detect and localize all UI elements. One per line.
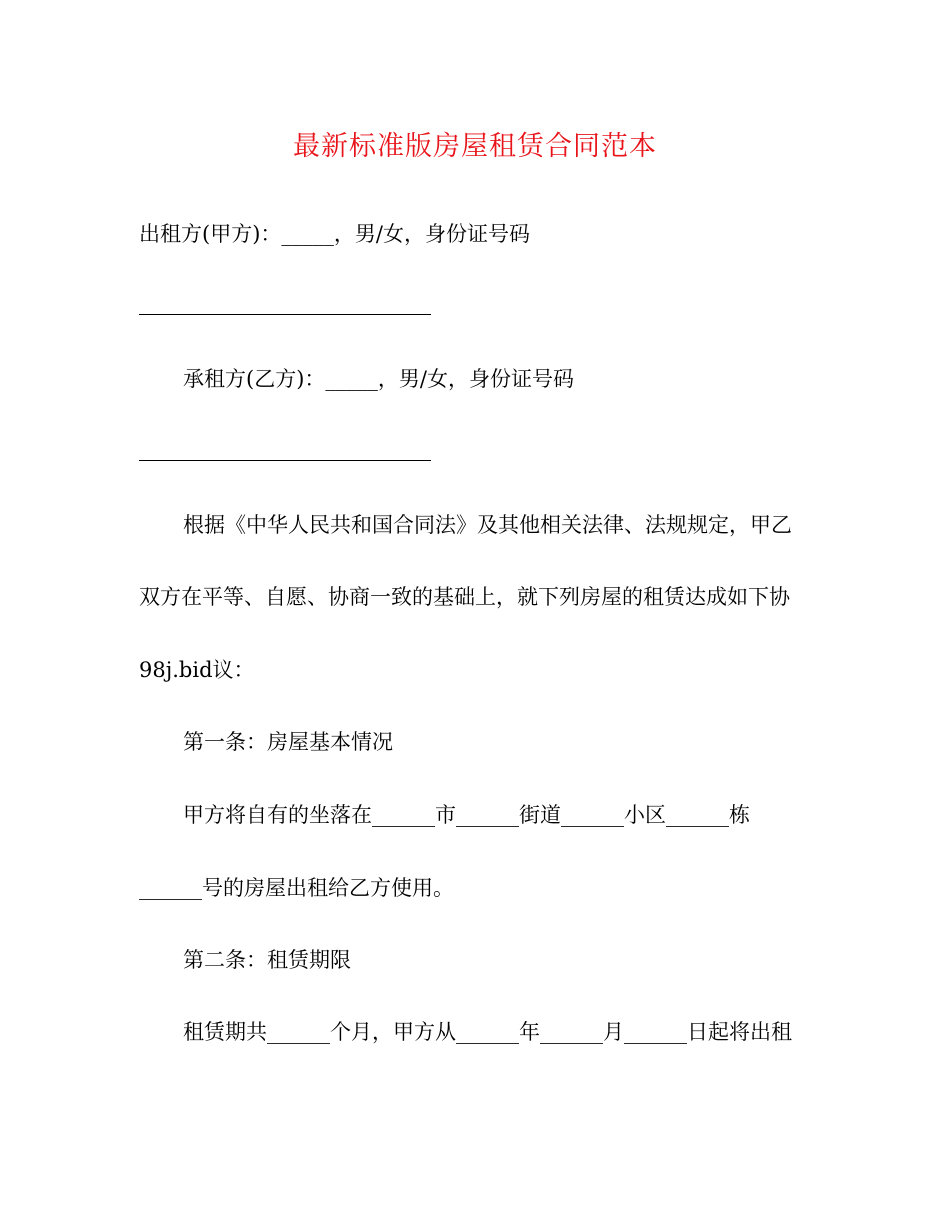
basis-paragraph-line-1: 根据《中华人民共和国合同法》及其他相关法律、法规规定，甲乙 (183, 513, 792, 537)
article-1-text-line-2: ______号的房屋出租给乙方使用。 (139, 876, 454, 900)
article-2-text-line-1: 租赁期共______个月，甲方从______年______月______日起将出租 (183, 1020, 792, 1044)
basis-paragraph-line-3: 98j.bid议： (139, 658, 255, 682)
lessor-id-number-blank (139, 314, 431, 315)
lessor-line: 出租方(甲方)：_____，男/女，身份证号码 (139, 222, 530, 246)
lessee-line: 承租方(乙方)：_____，男/女，身份证号码 (183, 367, 574, 391)
document-title: 最新标准版房屋租赁合同范本 (293, 131, 657, 162)
article-1-heading: 第一条：房屋基本情况 (183, 730, 393, 754)
article-1-text-line-1: 甲方将自有的坐落在______市______街道______小区______栋 (183, 803, 750, 827)
basis-paragraph-line-2: 双方在平等、自愿、协商一致的基础上，就下列房屋的租赁达成如下协 (139, 585, 790, 609)
article-2-heading: 第二条：租赁期限 (183, 948, 351, 972)
lessee-id-number-blank (139, 460, 431, 461)
